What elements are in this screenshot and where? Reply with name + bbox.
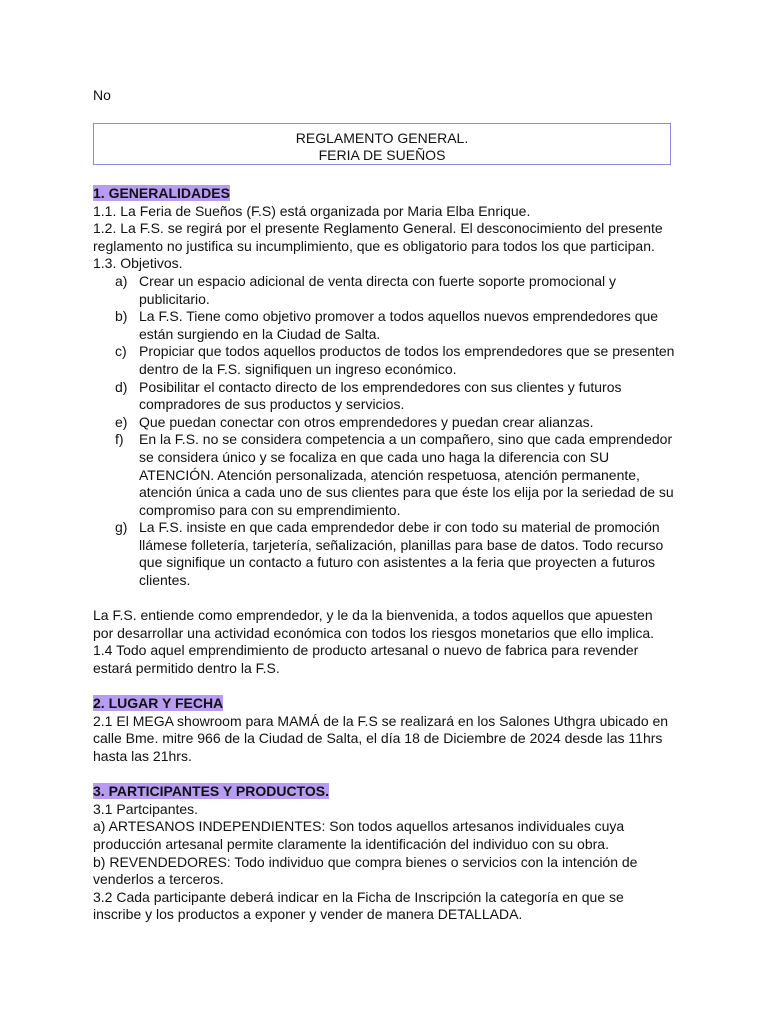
- paragraph-spacer: [93, 590, 675, 608]
- list-item-text: La F.S. insiste en que cada emprendedor debe ir con todo su material de promoción llámese folletería, tarjetería, señalización, planillas para base de datos. Todo recurso que signifique un contacto a futuro con asistentes a la feria que proyecten a futuros clientes.: [139, 519, 664, 589]
- list-marker: f): [115, 431, 124, 448]
- list-item-text: En la F.S. no se considera competencia a un compañero, sino que cada emprendedor se considera único y se focaliza en que cada uno haga la diferencia con SU ATENCIÓN. Atención personalizada, atención respetuosa, atención permanente, atención única a cada uno de sus clientes para que éste los elija por la seriedad de su compromiso para con su emprendimiento.: [139, 431, 674, 518]
- section-heading-text: 3. PARTICIPANTES Y PRODUCTOS.: [93, 783, 329, 800]
- paragraph-1-1: 1.1. La Feria de Sueños (F.S) está organizada por Maria Elba Enrique.: [93, 202, 531, 219]
- list-item-text: Crear un espacio adicional de venta directa con fuerte soporte promocional y publicitario.: [139, 272, 617, 307]
- section-heading-participantes: [93, 783, 675, 801]
- list-item: [93, 273, 675, 308]
- list-item: [93, 379, 675, 414]
- list-item: [93, 519, 675, 589]
- list-marker: d): [115, 378, 128, 395]
- list-item-text: Que puedan conectar con otros emprendedores y puedan crear alianzas.: [139, 413, 594, 430]
- title-line-1: REGLAMENTO GENERAL.: [295, 130, 469, 146]
- section-heading-generalidades: [93, 185, 675, 203]
- list-item-text: Propiciar que todos aquellos productos de todos los emprendedores que se presenten dentro de la F.S. signifiquen un ingreso económico.: [139, 343, 675, 377]
- list-marker: a): [115, 272, 128, 289]
- paragraph-1-2: 1.2. La F.S. se regirá por el presente Reglamento General. El desconocimiento del presente reglamento no justifica su incumplimiento, que es obligatorio para todos los que participan.: [93, 220, 663, 254]
- list-marker: b): [115, 308, 128, 325]
- paragraph-3-b: b) REVENDEDORES: Todo individuo que compra bienes o servicios con la intención de venderlos a terceros.: [93, 853, 638, 888]
- list-marker: e): [115, 413, 128, 430]
- list-item: [93, 308, 675, 343]
- section-heading-text: 2. LUGAR Y FECHA: [93, 695, 224, 712]
- list-item: [93, 343, 675, 378]
- top-mark: No: [93, 87, 111, 103]
- list-item-text: Posibilitar el contacto directo de los emprendedores con sus clientes y futuros compradores de sus productos y servicios.: [139, 378, 622, 413]
- list-item-text: La F.S. Tiene como objetivo promover a todos aquellos nuevos emprendedores que están surgiendo en la Ciudad de Salta.: [139, 308, 659, 342]
- paragraph-3-2: 3.2 Cada participante deberá indicar en la Ficha de Inscripción la categoría en que se inscribe y los productos a exponer y vender de manera DETALLADA.: [93, 888, 624, 923]
- title-box: [93, 123, 671, 165]
- paragraph-2-1: 2.1 El MEGA showroom para MAMÁ de la F.S se realizará en los Salones Uthgra ubicado en calle Bme. mitre 966 de la Ciudad de Salta, el día 18 de Diciembre de 2024 desde las 11hrs hasta las 21hrs.: [93, 712, 669, 764]
- list-marker: g): [115, 519, 128, 536]
- paragraph-1-3: 1.3. Objetivos.: [93, 255, 183, 272]
- paragraph-3-1: 3.1 Partcipantes.: [93, 800, 199, 817]
- title-line-2: FERIA DE SUEÑOS: [318, 146, 446, 163]
- objectives-list: [93, 273, 675, 590]
- paragraph-3-a: a) ARTESANOS INDEPENDIENTES: Son todos aquellos artesanos individuales cuya producción artesanal permite claramente la identificación del individuo con su obra.: [93, 818, 625, 852]
- list-marker: c): [115, 343, 127, 360]
- list-item: [93, 431, 675, 519]
- paragraph-spacer: [93, 766, 675, 784]
- paragraph-spacer: [93, 678, 675, 696]
- paragraph-1-4: 1.4 Todo aquel emprendimiento de producto artesanal o nuevo de fabrica para revender estará permitido dentro la F.S.: [93, 642, 639, 677]
- section-heading-text: 1. GENERALIDADES: [93, 185, 230, 201]
- document-body: [93, 185, 675, 924]
- paragraph-closing: La F.S. entiende como emprendedor, y le da la bienvenida, a todos aquellos que apuesten por desarrollar una actividad económica con todos los riesgos monetarios que ello implica.: [93, 607, 655, 641]
- section-heading-lugar-fecha: [93, 695, 675, 713]
- list-item: [93, 414, 675, 432]
